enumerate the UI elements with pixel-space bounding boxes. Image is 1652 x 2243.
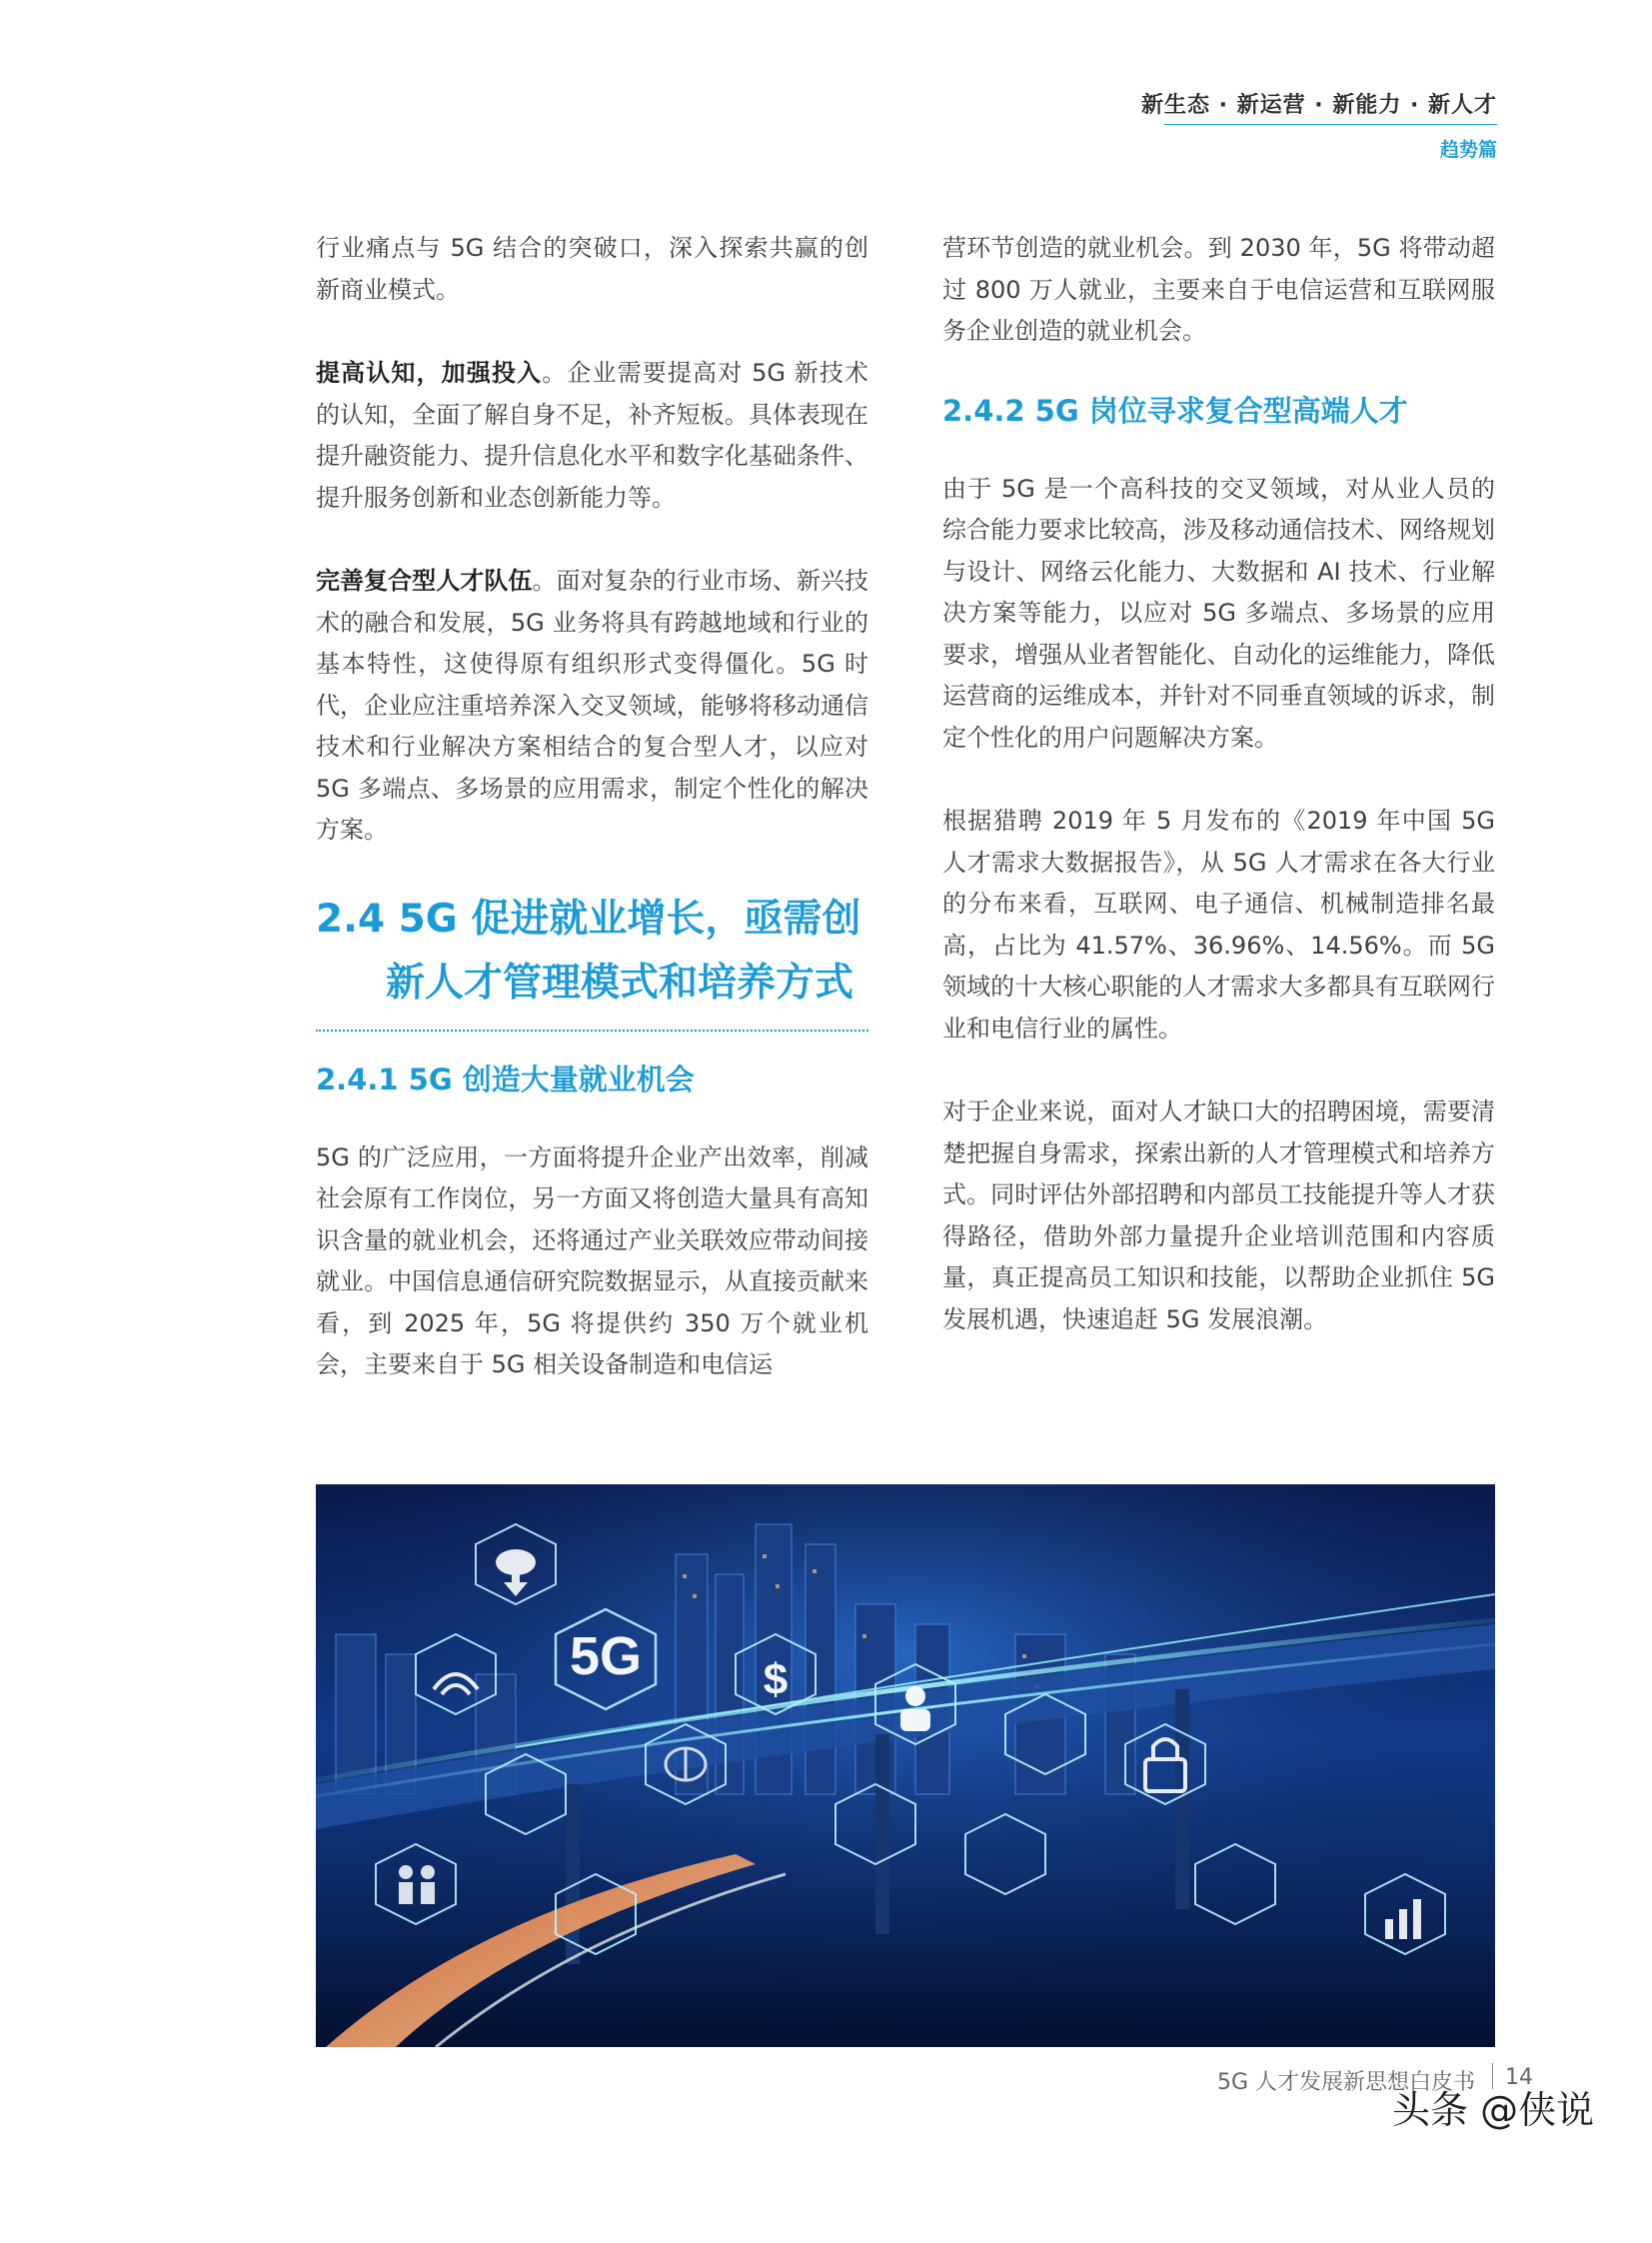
- paragraph-text: 。面对复杂的行业市场、新兴技术的融合和发展，5G 业务将具有跨越地域和行业的基本特性，这使得原有组织形式变得僵化。5G 时代，企业应注重培养深入交叉领域，能够将移动通信技术和行业解决方案相结合的复合型人才，以应对 5G 多端点、多场景的应用需求，制定个性化的解决方案。: [316, 567, 869, 844]
- paragraph: 对于企业来说，面对人才缺口大的招聘困境，需要清楚把握自身需求，探索出新的人才管理模式和培养方式。同时评估外部招聘和内部员工技能提升等人才获得路径，借助外部力量提升企业培训范围和内容质量，真正提高员工知识和技能，以帮助企业抓住 5G 发展机遇，快速追赶 5G 发展浪潮。: [942, 1098, 1495, 1333]
- paragraph: 5G 的广泛应用，一方面将提升企业产出效率，削减社会原有工作岗位，另一方面又将创造大量具有高知识含量的就业机会，还将通过产业关联效应带动间接就业。中国信息通信研究院数据显示，从直接贡献来看，到 2025 年，5G 将提供约 350 万个就业机会，主要来自于 5G 相关设备制造和电信运: [316, 1142, 868, 1378]
- section-divider: [316, 1030, 868, 1032]
- header-rule: [1164, 124, 1497, 125]
- hero-image-5g-city: [316, 1484, 1495, 2047]
- label-5g: 5G: [569, 1626, 643, 1686]
- paragraph: 行业痛点与 5G 结合的突破口，深入探索共赢的创新商业模式。: [316, 234, 868, 304]
- bold-lead: 提高认知，加强投入: [316, 359, 543, 387]
- paragraph: 营环节创造的就业机会。到 2030 年，5G 将带动超过 800 万人就业，主要来自于电信运营和互联网服务企业创造的就业机会。: [942, 234, 1495, 345]
- paragraph: [316, 561, 868, 852]
- paragraph-text: 。企业需要提高对 5G 新技术的认知，全面了解自身不足，补齐短板。具体表现在提升融资能力、提升信息化水平和数字化基础条件、提升服务创新和业态创新能力等。: [316, 359, 869, 512]
- dollar-icon: $: [763, 1655, 789, 1704]
- paragraph: 根据猎聘 2019 年 5 月发布的《2019 年中国 5G 人才需求大数据报告》，从 5G 人才需求在各大行业的分布来看，互联网、电子通信、机械制造排名最高，占比为 41.57%、36.96%、14.56%。而 5G 领域的十大核心职能的人才需求大多都具有互联网行业和电信行业的属性。: [942, 807, 1495, 1043]
- footer-doc-title: 5G 人才发展新思想白皮书: [1217, 2070, 1476, 2095]
- section-title-line2: 新人才管理模式和培养方式: [386, 960, 854, 1006]
- bold-lead: 完善复合型人才队伍: [316, 567, 533, 595]
- right-column: [942, 228, 1495, 1340]
- paragraph: 由于 5G 是一个高科技的交叉领域，对从业人员的综合能力要求比较高，涉及移动通信技术、网络规划与设计、网络云化能力、大数据和 AI 技术、行业解决方案等能力，以应对 5G 多端点、多场景的应用要求，增强从业者智能化、自动化的运维能力，降低运营商的运维成本，并针对不同垂直领域的诉求，制定个性化的用户问题解决方案。: [942, 474, 1495, 752]
- section-title-line1: 2.4 5G 促进就业增长，亟需创: [316, 896, 861, 942]
- page-number: 14: [1505, 2065, 1533, 2090]
- paragraph: [316, 353, 868, 519]
- watermark: 头条 @侠说: [1392, 2088, 1595, 2132]
- header-section-label: 趋势篇: [1439, 139, 1497, 161]
- subsection-title: 2.4.1 5G 创造大量就业机会: [316, 1062, 695, 1097]
- header-tagline: 新生态 · 新运营 · 新能力 · 新人才: [1140, 93, 1497, 118]
- subsection-title: 2.4.2 5G 岗位寻求复合型高端人才: [942, 393, 1408, 428]
- left-column: [316, 228, 868, 1386]
- section-title: [316, 888, 868, 1016]
